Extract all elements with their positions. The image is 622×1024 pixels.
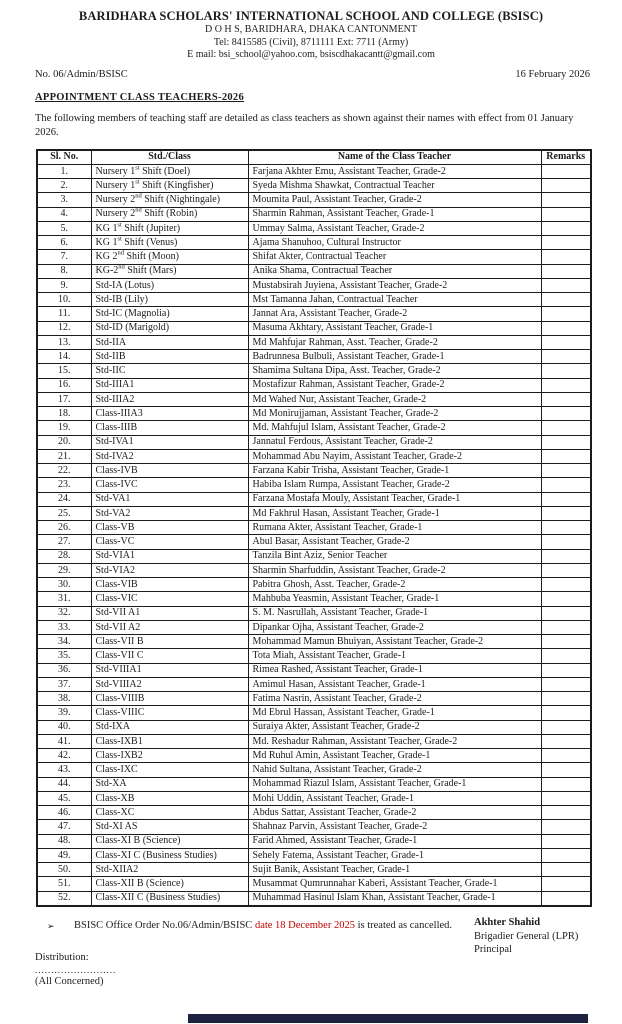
distribution-label: Distribution:: [35, 952, 89, 963]
std-class-cell: Class-IXC: [91, 763, 248, 777]
teacher-name-cell: Md Fakhrul Hasan, Assistant Teacher, Grade-1: [248, 506, 541, 520]
table-row: [37, 848, 591, 862]
std-class-cell: Class-VII C: [91, 649, 248, 663]
std-class-cell: Nursery 1st Shift (Kingfisher): [91, 179, 248, 193]
remarks-cell: [541, 877, 591, 891]
table-row: [37, 278, 591, 292]
table-row: [37, 592, 591, 606]
std-class-cell: Class-XI B (Science): [91, 834, 248, 848]
remarks-cell: [541, 264, 591, 278]
remarks-cell: [541, 478, 591, 492]
remarks-cell: [541, 777, 591, 791]
sl-no-cell: 31.: [37, 592, 91, 606]
std-class-cell: Std-VII A2: [91, 620, 248, 634]
sl-no-cell: 19.: [37, 421, 91, 435]
teacher-name-cell: Dipankar Ojha, Assistant Teacher, Grade-2: [248, 620, 541, 634]
teacher-name-cell: Abdus Sattar, Assistant Teacher, Grade-2: [248, 806, 541, 820]
std-class-cell: Std-VIIIA1: [91, 663, 248, 677]
table-row: [37, 806, 591, 820]
teacher-name-cell: Shamima Sultana Dipa, Asst. Teacher, Grade-2: [248, 364, 541, 378]
sl-no-cell: 2.: [37, 179, 91, 193]
sl-no-cell: 44.: [37, 777, 91, 791]
remarks-cell: [541, 606, 591, 620]
table-row: [37, 706, 591, 720]
teacher-name-cell: Mohammad Riazul Islam, Assistant Teacher, Grade-1: [248, 777, 541, 791]
remarks-cell: [541, 236, 591, 250]
table-row: [37, 293, 591, 307]
std-class-cell: Class-IXB2: [91, 749, 248, 763]
teacher-name-cell: Tota Miah, Assistant Teacher, Grade-1: [248, 649, 541, 663]
teacher-name-cell: Mustabsirah Juyiena, Assistant Teacher, Grade-2: [248, 278, 541, 292]
table-row: [37, 335, 591, 349]
remarks-cell: [541, 635, 591, 649]
teacher-name-cell: Md Ruhul Amin, Assistant Teacher, Grade-1: [248, 749, 541, 763]
std-class-cell: Class-VIIIB: [91, 692, 248, 706]
sl-no-cell: 5.: [37, 221, 91, 235]
remarks-cell: [541, 421, 591, 435]
remarks-cell: [541, 207, 591, 221]
std-class-cell: Std-IIC: [91, 364, 248, 378]
sl-no-cell: 43.: [37, 763, 91, 777]
remarks-cell: [541, 649, 591, 663]
teacher-name-cell: Jannat Ara, Assistant Teacher, Grade-2: [248, 307, 541, 321]
teacher-name-cell: Shahnaz Parvin, Assistant Teacher, Grade-2: [248, 820, 541, 834]
table-row: [37, 478, 591, 492]
teacher-name-cell: Shifat Akter, Contractual Teacher: [248, 250, 541, 264]
teacher-name-cell: Moumita Paul, Assistant Teacher, Grade-2: [248, 193, 541, 207]
distribution-dotted-line: .........................: [35, 964, 117, 975]
sl-no-cell: 7.: [37, 250, 91, 264]
table-row: [37, 506, 591, 520]
std-class-cell: Class-XC: [91, 806, 248, 820]
remarks-cell: [541, 563, 591, 577]
teacher-name-cell: Syeda Mishma Shawkat, Contractual Teacher: [248, 179, 541, 193]
teacher-name-cell: Md. Mahfujul Islam, Assistant Teacher, Grade-2: [248, 421, 541, 435]
std-class-cell: Std-VA1: [91, 492, 248, 506]
remarks-cell: [541, 734, 591, 748]
sl-no-cell: 1.: [37, 164, 91, 178]
sl-no-cell: 18.: [37, 407, 91, 421]
std-class-cell: Std-VIA1: [91, 549, 248, 563]
table-row: [37, 236, 591, 250]
std-class-cell: Std-IVA2: [91, 449, 248, 463]
table-row: [37, 606, 591, 620]
table-row: [37, 720, 591, 734]
table-row: [37, 763, 591, 777]
remarks-cell: [541, 164, 591, 178]
reference-number: No. 06/Admin/BSISC: [35, 68, 128, 80]
std-class-cell: Class-XB: [91, 791, 248, 805]
remarks-cell: [541, 179, 591, 193]
table-row: [37, 207, 591, 221]
std-class-cell: Class-IIIA3: [91, 407, 248, 421]
table-row: [37, 392, 591, 406]
table-row: [37, 820, 591, 834]
std-class-cell: Class-IIIB: [91, 421, 248, 435]
sl-no-cell: 49.: [37, 848, 91, 862]
sl-no-cell: 15.: [37, 364, 91, 378]
note-prefix: BSISC Office Order No.06/Admin/BSISC: [74, 919, 255, 931]
remarks-cell: [541, 549, 591, 563]
teacher-name-cell: Md Wahed Nur, Assistant Teacher, Grade-2: [248, 392, 541, 406]
col-header-sl-no: Sl. No.: [37, 150, 91, 165]
sl-no-cell: 37.: [37, 677, 91, 691]
teacher-name-cell: Mostafizur Rahman, Assistant Teacher, Grade-2: [248, 378, 541, 392]
note-suffix: is treated as cancelled.: [354, 919, 453, 931]
signatory-name: Akhter Shahid: [474, 917, 541, 928]
remarks-cell: [541, 663, 591, 677]
table-row: [37, 521, 591, 535]
table-header-row: [37, 150, 591, 165]
sl-no-cell: 11.: [37, 307, 91, 321]
std-class-cell: Std-IXA: [91, 720, 248, 734]
table-row: [37, 264, 591, 278]
sl-no-cell: 25.: [37, 506, 91, 520]
sl-no-cell: 26.: [37, 521, 91, 535]
remarks-cell: [541, 848, 591, 862]
remarks-cell: [541, 834, 591, 848]
teacher-name-cell: Farzana Mostafa Mouly, Assistant Teacher, Grade-1: [248, 492, 541, 506]
signatory-title: Principal: [474, 944, 512, 955]
std-class-cell: KG 2nd Shift (Moon): [91, 250, 248, 264]
sl-no-cell: 27.: [37, 535, 91, 549]
std-class-cell: Std-ID (Marigold): [91, 321, 248, 335]
std-class-cell: Std-IVA1: [91, 435, 248, 449]
sl-no-cell: 48.: [37, 834, 91, 848]
remarks-cell: [541, 592, 591, 606]
sl-no-cell: 6.: [37, 236, 91, 250]
class-teachers-table: [36, 149, 592, 907]
teacher-name-cell: Rumana Akter, Assistant Teacher, Grade-1: [248, 521, 541, 535]
remarks-cell: [541, 321, 591, 335]
signature-block: [474, 916, 578, 957]
sl-no-cell: 38.: [37, 692, 91, 706]
table-row: [37, 663, 591, 677]
sl-no-cell: 12.: [37, 321, 91, 335]
remarks-cell: [541, 863, 591, 877]
remarks-cell: [541, 706, 591, 720]
teacher-name-cell: Nahid Sultana, Assistant Teacher, Grade-2: [248, 763, 541, 777]
table-row: [37, 364, 591, 378]
remarks-cell: [541, 278, 591, 292]
sl-no-cell: 23.: [37, 478, 91, 492]
teacher-name-cell: Md Mahfujar Rahman, Asst. Teacher, Grade-2: [248, 335, 541, 349]
teacher-name-cell: Farid Ahmed, Assistant Teacher, Grade-1: [248, 834, 541, 848]
std-class-cell: Std-VA2: [91, 506, 248, 520]
std-class-cell: Class-VIB: [91, 578, 248, 592]
letterhead: [0, 0, 622, 62]
remarks-cell: [541, 620, 591, 634]
std-class-cell: Std-IB (Lily): [91, 293, 248, 307]
std-class-cell: Class-IVC: [91, 478, 248, 492]
sl-no-cell: 42.: [37, 749, 91, 763]
signatory-rank: Brigadier General (LPR): [474, 930, 579, 942]
std-class-cell: Std-IIIA2: [91, 392, 248, 406]
remarks-cell: [541, 407, 591, 421]
table-row: [37, 620, 591, 634]
std-class-cell: Class-VB: [91, 521, 248, 535]
sl-no-cell: 39.: [37, 706, 91, 720]
table-row: [37, 578, 591, 592]
school-telephone: Tel: 8415585 (Civil), 8711111 Ext: 7711 (Army): [213, 36, 409, 48]
remarks-cell: [541, 307, 591, 321]
remarks-cell: [541, 221, 591, 235]
table-row: [37, 563, 591, 577]
table-row: [37, 749, 591, 763]
sl-no-cell: 13.: [37, 335, 91, 349]
table-row: [37, 891, 591, 906]
remarks-cell: [541, 364, 591, 378]
std-class-cell: Std-IIA: [91, 335, 248, 349]
intro-paragraph: The following members of teaching staff are detailed as class teachers as shown against their names with effect from 01 January 2026.: [35, 112, 574, 138]
table-row: [37, 549, 591, 563]
teacher-name-cell: Fatima Nasrin, Assistant Teacher, Grade-2: [248, 692, 541, 706]
table-row: [37, 435, 591, 449]
teacher-name-cell: Muhammad Hasinul Islam Khan, Assistant Teacher, Grade-1: [248, 891, 541, 906]
sl-no-cell: 32.: [37, 606, 91, 620]
arrowhead-bullet-icon: ➢: [47, 920, 55, 931]
table-row: [37, 492, 591, 506]
sl-no-cell: 17.: [37, 392, 91, 406]
remarks-cell: [541, 820, 591, 834]
std-class-cell: Std-VIA2: [91, 563, 248, 577]
teacher-name-cell: Mahbuba Yeasmin, Assistant Teacher, Grade-1: [248, 592, 541, 606]
remarks-cell: [541, 891, 591, 906]
teacher-name-cell: Sujit Banik, Assistant Teacher, Grade-1: [248, 863, 541, 877]
remarks-cell: [541, 521, 591, 535]
teacher-name-cell: Ummay Salma, Assistant Teacher, Grade-2: [248, 221, 541, 235]
table-row: [37, 464, 591, 478]
distribution-block: [35, 951, 116, 988]
teacher-name-cell: Mohi Uddin, Assistant Teacher, Grade-1: [248, 791, 541, 805]
reference-row: [35, 69, 590, 80]
table-row: [37, 221, 591, 235]
std-class-cell: Std-VIIIA2: [91, 677, 248, 691]
sl-no-cell: 8.: [37, 264, 91, 278]
teacher-name-cell: Mst Tamanna Jahan, Contractual Teacher: [248, 293, 541, 307]
std-class-cell: Class-VC: [91, 535, 248, 549]
teacher-name-cell: Mohammad Mamun Bhuiyan, Assistant Teacher, Grade-2: [248, 635, 541, 649]
teacher-name-cell: Anika Shama, Contractual Teacher: [248, 264, 541, 278]
teacher-name-cell: Sharmin Sharfuddin, Assistant Teacher, Grade-2: [248, 563, 541, 577]
teacher-name-cell: Farzana Kabir Trisha, Assistant Teacher, Grade-1: [248, 464, 541, 478]
table-row: [37, 164, 591, 178]
sl-no-cell: 30.: [37, 578, 91, 592]
table-row: [37, 834, 591, 848]
school-email: E mail: bsi_school@yahoo.com, bsiscdhakacantt@gmail.com: [187, 49, 435, 60]
school-name: BARIDHARA SCHOLARS' INTERNATIONAL SCHOOL AND COLLEGE (BSISC): [78, 9, 544, 23]
sl-no-cell: 51.: [37, 877, 91, 891]
teacher-name-cell: Jannatul Ferdous, Assistant Teacher, Grade-2: [248, 435, 541, 449]
table-row: [37, 321, 591, 335]
remarks-cell: [541, 449, 591, 463]
sl-no-cell: 9.: [37, 278, 91, 292]
std-class-cell: Nursery 2nd Shift (Nightingale): [91, 193, 248, 207]
table-row: [37, 407, 591, 421]
table-row: [37, 350, 591, 364]
sl-no-cell: 35.: [37, 649, 91, 663]
std-class-cell: Class-IXB1: [91, 734, 248, 748]
table-row: [37, 863, 591, 877]
sl-no-cell: 52.: [37, 891, 91, 906]
table-row: [37, 307, 591, 321]
note-cancelled-date: date 18 December 2025: [254, 919, 355, 931]
sl-no-cell: 33.: [37, 620, 91, 634]
sl-no-cell: 29.: [37, 563, 91, 577]
remarks-cell: [541, 677, 591, 691]
teacher-name-cell: Sharmin Rahman, Assistant Teacher, Grade-1: [248, 207, 541, 221]
table-row: [37, 250, 591, 264]
teacher-name-cell: Suraiya Akter, Assistant Teacher, Grade-2: [248, 720, 541, 734]
std-class-cell: Std-IIB: [91, 350, 248, 364]
std-class-cell: Class-XII B (Science): [91, 877, 248, 891]
remarks-cell: [541, 378, 591, 392]
remarks-cell: [541, 791, 591, 805]
table-row: [37, 649, 591, 663]
col-header-teacher-name: Name of the Class Teacher: [248, 150, 541, 165]
teacher-name-cell: Badrunnesa Bulbuli, Assistant Teacher, Grade-1: [248, 350, 541, 364]
table-row: [37, 734, 591, 748]
teacher-name-cell: Habiba Islam Rumpa, Assistant Teacher, Grade-2: [248, 478, 541, 492]
sl-no-cell: 50.: [37, 863, 91, 877]
std-class-cell: KG-2nd Shift (Mars): [91, 264, 248, 278]
sl-no-cell: 24.: [37, 492, 91, 506]
std-class-cell: KG 1st Shift (Venus): [91, 236, 248, 250]
remarks-cell: [541, 464, 591, 478]
table-body: [37, 164, 591, 906]
class-teachers-table-wrap: [36, 149, 590, 907]
remarks-cell: [541, 506, 591, 520]
remarks-cell: [541, 749, 591, 763]
col-header-std-class: Std./Class: [91, 150, 248, 165]
sl-no-cell: 34.: [37, 635, 91, 649]
teacher-name-cell: Ajama Shanuhoo, Cultural Instructor: [248, 236, 541, 250]
table-row: [37, 449, 591, 463]
remarks-cell: [541, 335, 591, 349]
teacher-name-cell: Amimul Hasan, Assistant Teacher, Grade-1: [248, 677, 541, 691]
sl-no-cell: 20.: [37, 435, 91, 449]
remarks-cell: [541, 578, 591, 592]
table-row: [37, 378, 591, 392]
std-class-cell: Std-IC (Magnolia): [91, 307, 248, 321]
table-row: [37, 791, 591, 805]
sl-no-cell: 40.: [37, 720, 91, 734]
teacher-name-cell: Md Ebrul Hassan, Assistant Teacher, Grade-1: [248, 706, 541, 720]
sl-no-cell: 47.: [37, 820, 91, 834]
table-row: [37, 635, 591, 649]
teacher-name-cell: Abul Basar, Assistant Teacher, Grade-2: [248, 535, 541, 549]
table-row: [37, 877, 591, 891]
table-row: [37, 692, 591, 706]
sl-no-cell: 41.: [37, 734, 91, 748]
teacher-name-cell: Md. Reshadur Rahman, Assistant Teacher, Grade-2: [248, 734, 541, 748]
remarks-cell: [541, 763, 591, 777]
sl-no-cell: 14.: [37, 350, 91, 364]
std-class-cell: Std-VII A1: [91, 606, 248, 620]
std-class-cell: Std-XIIA2: [91, 863, 248, 877]
sl-no-cell: 21.: [37, 449, 91, 463]
std-class-cell: Class-VIC: [91, 592, 248, 606]
std-class-cell: Class-VIIIC: [91, 706, 248, 720]
sl-no-cell: 46.: [37, 806, 91, 820]
sl-no-cell: 3.: [37, 193, 91, 207]
std-class-cell: Class-IVB: [91, 464, 248, 478]
school-address: D O H S, BARIDHARA, DHAKA CANTONMENT: [204, 24, 418, 35]
table-row: [37, 535, 591, 549]
distribution-recipient: (All Concerned): [35, 975, 104, 987]
document-date: 16 February 2026: [515, 68, 590, 80]
table-row: [37, 777, 591, 791]
teacher-name-cell: Rimea Rashed, Assistant Teacher, Grade-1: [248, 663, 541, 677]
teacher-name-cell: Tanzila Bint Aziz, Senior Teacher: [248, 549, 541, 563]
remarks-cell: [541, 692, 591, 706]
std-class-cell: Class-VII B: [91, 635, 248, 649]
remarks-cell: [541, 535, 591, 549]
std-class-cell: Std-IA (Lotus): [91, 278, 248, 292]
teacher-name-cell: Masuma Akhtary, Assistant Teacher, Grade-1: [248, 321, 541, 335]
std-class-cell: Std-XI AS: [91, 820, 248, 834]
teacher-name-cell: Md Monirujjaman, Assistant Teacher, Grade-2: [248, 407, 541, 421]
remarks-cell: [541, 350, 591, 364]
remarks-cell: [541, 720, 591, 734]
teacher-name-cell: S. M. Nasrullah, Assistant Teacher, Grade-1: [248, 606, 541, 620]
table-row: [37, 421, 591, 435]
std-class-cell: Nursery 2nd Shift (Robin): [91, 207, 248, 221]
subject-heading: APPOINTMENT CLASS TEACHERS-2026: [35, 91, 245, 103]
std-class-cell: Class-XII C (Business Studies): [91, 891, 248, 906]
remarks-cell: [541, 435, 591, 449]
sl-no-cell: 4.: [37, 207, 91, 221]
teacher-name-cell: Musammat Qumrunnahar Kaberi, Assistant Teacher, Grade-1: [248, 877, 541, 891]
remarks-cell: [541, 806, 591, 820]
sl-no-cell: 45.: [37, 791, 91, 805]
sl-no-cell: 22.: [37, 464, 91, 478]
remarks-cell: [541, 250, 591, 264]
sl-no-cell: 36.: [37, 663, 91, 677]
teacher-name-cell: Pabitra Ghosh, Asst. Teacher, Grade-2: [248, 578, 541, 592]
table-row: [37, 193, 591, 207]
teacher-name-cell: Mohammad Abu Nayim, Assistant Teacher, Grade-2: [248, 449, 541, 463]
std-class-cell: KG 1st Shift (Jupiter): [91, 221, 248, 235]
teacher-name-cell: Farjana Akhter Emu, Assistant Teacher, Grade-2: [248, 164, 541, 178]
remarks-cell: [541, 293, 591, 307]
cancellation-note-text: [74, 920, 452, 932]
teacher-name-cell: Sehely Fatema, Assistant Teacher, Grade-1: [248, 848, 541, 862]
sl-no-cell: 28.: [37, 549, 91, 563]
std-class-cell: Class-XI C (Business Studies): [91, 848, 248, 862]
sl-no-cell: 10.: [37, 293, 91, 307]
col-header-remarks: Remarks: [541, 150, 591, 165]
table-row: [37, 179, 591, 193]
sl-no-cell: 16.: [37, 378, 91, 392]
table-row: [37, 677, 591, 691]
std-class-cell: Std-IIIA1: [91, 378, 248, 392]
remarks-cell: [541, 492, 591, 506]
remarks-cell: [541, 392, 591, 406]
scan-artifact-bar: [188, 1014, 588, 1023]
std-class-cell: Std-XA: [91, 777, 248, 791]
remarks-cell: [541, 193, 591, 207]
std-class-cell: Nursery 1st Shift (Doel): [91, 164, 248, 178]
